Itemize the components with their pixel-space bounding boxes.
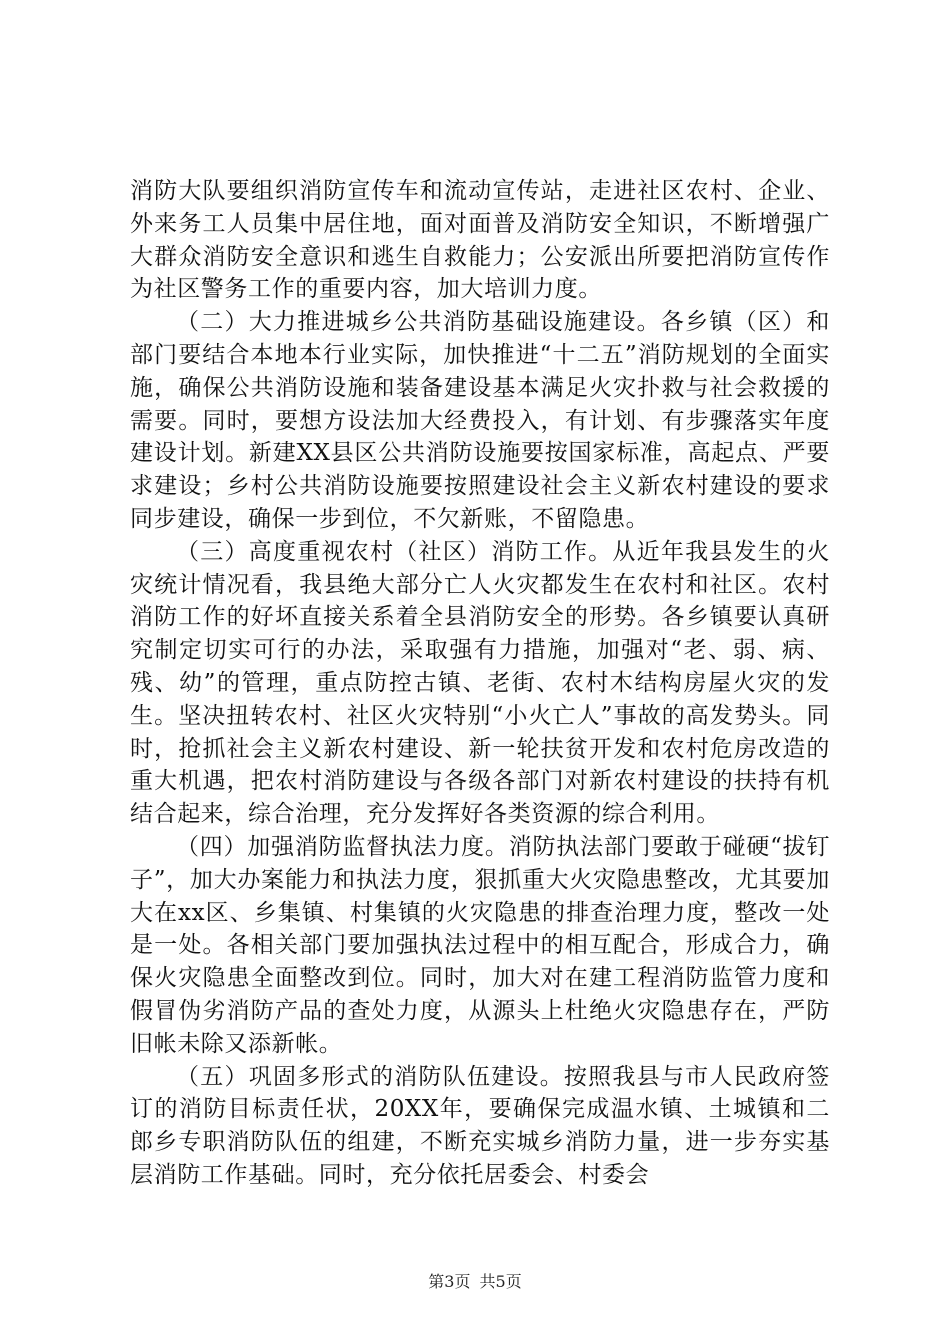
document-body <box>130 175 830 1192</box>
page-number: 第3页 <box>428 1272 471 1291</box>
page-total: 共5页 <box>479 1272 522 1291</box>
paragraph-section-4: （四）加强消防监督执法力度。消防执法部门要敢于碰硬“拔钉子”，加大办案能力和执法力度，狠抓重大火灾隐患整改，尤其要加大在xx区、乡集镇、村集镇的火灾隐患的排查治理力度，整改一处是一处。各相关部门要加强执法过程中的相互配合，形成合力，确保火灾隐患全面整改到位。同时，加大对在建工程消防监管力度和假冒伪劣消防产品的查处力度，从源头上杜绝火灾隐患存在，严防旧帐未除又添新帐。 <box>130 833 830 1057</box>
paragraph-section-5: （五）巩固多形式的消防队伍建设。按照我县与市人民政府签订的消防目标责任状，20XX年，要确保完成温水镇、土城镇和二郎乡专职消防队伍的组建，不断充实城乡消防力量，进一步夯实基层消防工作基础。同时，充分依托居委会、村委会 <box>130 1063 830 1188</box>
paragraph-continuation: 消防大队要组织消防宣传车和流动宣传站，走进社区农村、企业、外来务工人员集中居住地，面对面普及消防安全知识，不断增强广大群众消防安全意识和逃生自救能力；公安派出所要把消防宣传作为社区警务工作的重要内容，加大培训力度。 <box>130 178 830 303</box>
paragraph-section-3: （三）高度重视农村（社区）消防工作。从近年我县发生的火灾统计情况看，我县绝大部分亡人火灾都发生在农村和社区。农村消防工作的好坏直接关系着全县消防安全的形势。各乡镇要认真研究制定切实可行的办法，采取强有力措施，加强对“老、弱、病、残、幼”的管理，重点防控古镇、老街、农村木结构房屋火灾的发生。坚决扭转农村、社区火灾特别“小火亡人”事故的高发势头。同时，抢抓社会主义新农村建设、新一轮扶贫开发和农村危房改造的重大机遇，把农村消防建设与各级各部门对新农村建设的扶持有机结合起来，综合治理，充分发挥好各类资源的综合利用。 <box>130 538 830 828</box>
paragraph-section-2: （二）大力推进城乡公共消防基础设施建设。各乡镇（区）和部门要结合本地本行业实际，加快推进“十二五”消防规划的全面实施，确保公共消防设施和装备建设基本满足火灾扑救与社会救援的需要。同时，要想方设法加大经费投入，有计划、有步骤落实年度建设计划。新建XX县区公共消防设施要按国家标准，高起点、严要求建设；乡村公共消防设施要按照建设社会主义新农村建设的要求同步建设，确保一步到位，不欠新账，不留隐患。 <box>130 309 830 532</box>
page-footer <box>0 1269 950 1292</box>
